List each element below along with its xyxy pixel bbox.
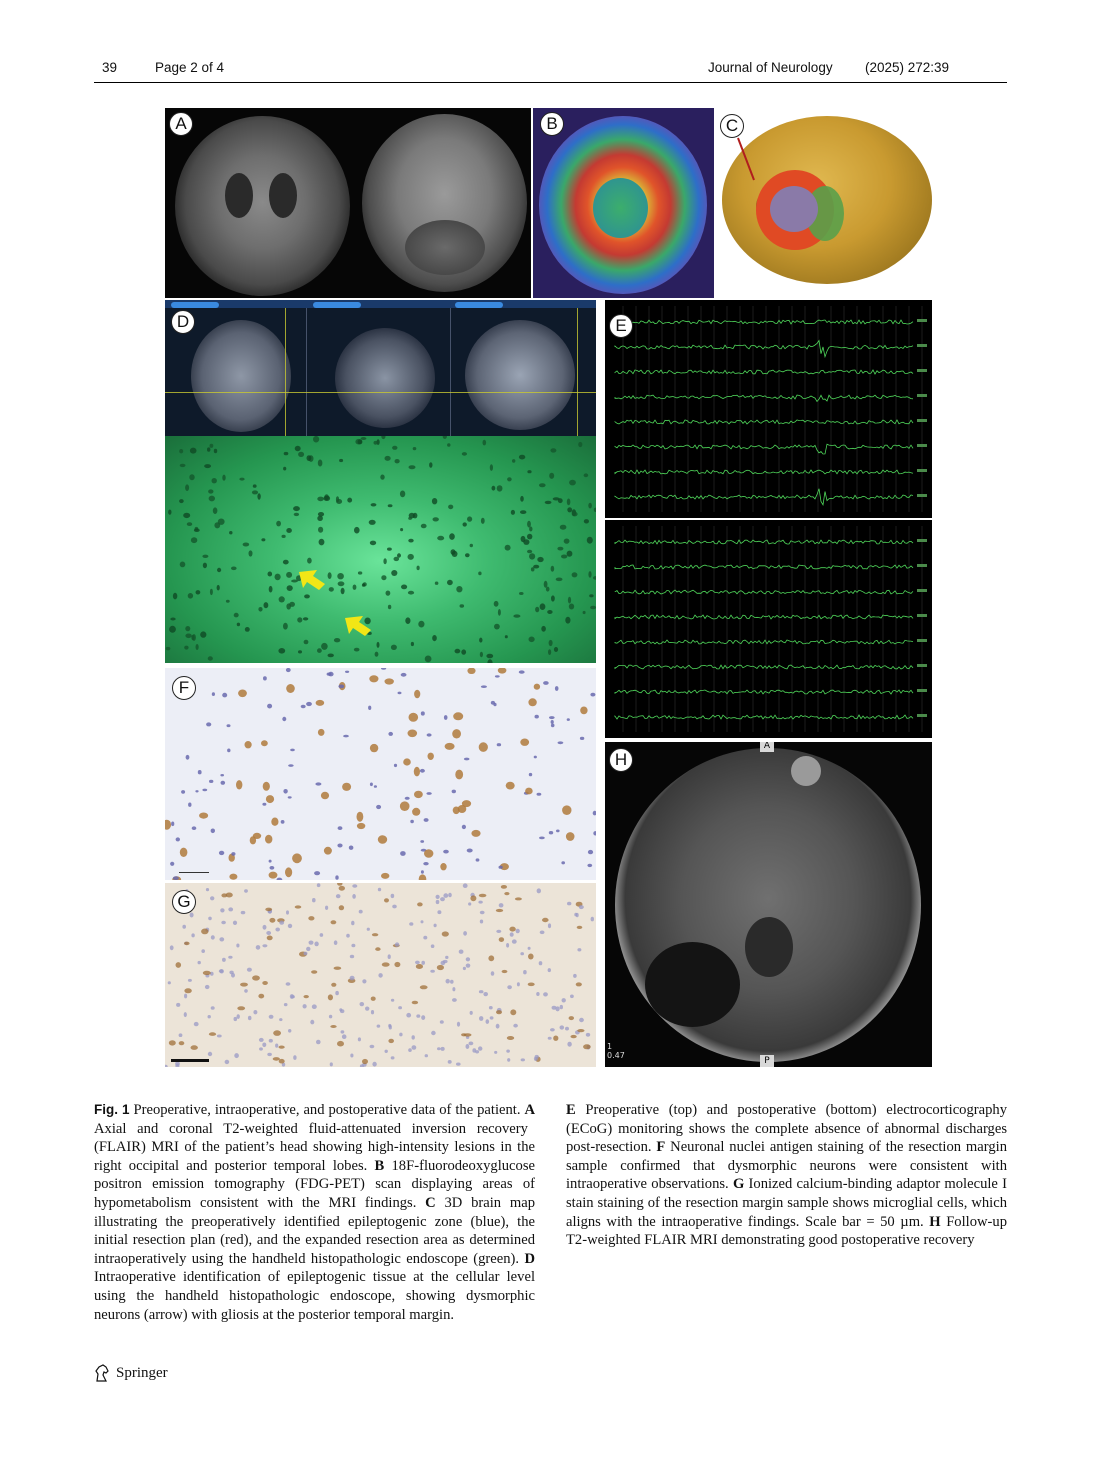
ventricle bbox=[225, 173, 253, 218]
axial-nav-view bbox=[465, 320, 575, 430]
view-tab bbox=[171, 302, 219, 308]
scale-bar bbox=[179, 872, 209, 873]
panel-label-c: C bbox=[720, 114, 744, 138]
ventricle bbox=[269, 173, 297, 218]
sagittal-nav-view bbox=[335, 328, 435, 428]
stained-cells bbox=[165, 883, 596, 1067]
scale-bar bbox=[171, 1059, 209, 1062]
panel-label-h: H bbox=[609, 748, 633, 772]
view-tab bbox=[455, 302, 503, 308]
panel-label-g: G bbox=[172, 890, 196, 914]
figure-caption-right: E Preoperative (top) and postoperative (bottom) electrocorticography (ECoG) monitoring shows the complete absence of abnormal discharges post-resection. F Neuronal nuclei antigen staining of the resection margin sample confirmed that dysmorphic neurons were consistent with intraoperative observations. G Ionized calcium-binding adaptor molecule I stain staining of the resection margin sample shows microglial cells, which aligns with the intraoperative findings. Scale bar = 50 µm. H Follow-up T2-weighted FLAIR MRI demonstrating good postoperative recovery bbox=[566, 1102, 1008, 1249]
page-number: Page 2 of 4 bbox=[155, 60, 225, 75]
ecog-traces bbox=[605, 300, 932, 518]
figure-caption-left: Fig. 1 Preoperative, intraoperative, and postoperative data of the patient. A Axial and coronal T2-weighted fluid-attenuated inversion recovery (FLAIR) MRI of the patient’s head showing high-intensity lesions in the right occipital and posterior temporal lobes. B 18F-fluorodeoxyglucose positron emission tomography (FDG-PET) scan displaying areas of hypometabolism consistent with the MRI findings. C 3D brain map illustrating the preoperatively identified epileptogenic zone (blue), the initial resection plan (red), and the expanded resection area as determined intraoperatively using the handheld histopathologic endoscope (green). D Intraoperative identification of epileptogenic tissue at the cellular level using the handheld histopathologic endoscope, showing dysmorphic neurons (arrow) with gliosis at the posterior temporal margin. bbox=[94, 1102, 535, 1323]
panel-f-neun-stain bbox=[165, 668, 596, 880]
crosshair-line bbox=[577, 308, 578, 436]
ecog-traces bbox=[605, 520, 932, 738]
springer-horse-icon bbox=[94, 1364, 110, 1382]
panel-d-navigation-views bbox=[165, 300, 596, 436]
publisher-name: Springer bbox=[116, 1364, 168, 1381]
stained-cells bbox=[165, 668, 596, 880]
orientation-marker-anterior: A bbox=[760, 742, 774, 752]
page-footer bbox=[94, 1364, 168, 1382]
panel-h-followup-flair bbox=[605, 742, 932, 1067]
panel-d-endoscope-image bbox=[165, 436, 596, 663]
crosshair-line bbox=[165, 392, 596, 393]
panel-g-iba1-stain bbox=[165, 883, 596, 1067]
panel-c-3d-brain-map bbox=[716, 108, 932, 298]
panel-label-d: D bbox=[171, 310, 195, 334]
pet-center-region bbox=[593, 178, 648, 238]
panel-label-a: A bbox=[169, 112, 193, 136]
axial-mri-slice bbox=[175, 116, 350, 296]
pointer-line bbox=[716, 108, 932, 298]
crosshair-line bbox=[285, 308, 286, 436]
panel-label-f: F bbox=[172, 676, 196, 700]
arrow-icon bbox=[165, 436, 596, 663]
panel-a-flair-mri bbox=[165, 108, 531, 298]
ventricle bbox=[745, 917, 793, 977]
panel-b-fdg-pet bbox=[533, 108, 714, 298]
resection-cavity bbox=[645, 942, 740, 1027]
panel-e-ecog-postoperative bbox=[605, 520, 932, 738]
cerebellum bbox=[405, 220, 485, 275]
page-header bbox=[94, 58, 1007, 83]
citation: (2025) 272:39 bbox=[865, 60, 950, 75]
figure-label: Fig. 1 bbox=[94, 1102, 130, 1117]
orientation-marker-posterior: P bbox=[760, 1055, 774, 1067]
skull-defect bbox=[791, 756, 821, 786]
scanner-readout: 1 0.47 bbox=[607, 1042, 625, 1060]
panel-label-b: B bbox=[540, 112, 564, 136]
panel-e-ecog-preoperative bbox=[605, 300, 932, 518]
article-number: 39 bbox=[102, 60, 118, 75]
journal-name: Journal of Neurology bbox=[708, 60, 833, 75]
panel-label-e: E bbox=[609, 314, 633, 338]
coronal-nav-view bbox=[191, 320, 291, 432]
view-tab bbox=[313, 302, 361, 308]
